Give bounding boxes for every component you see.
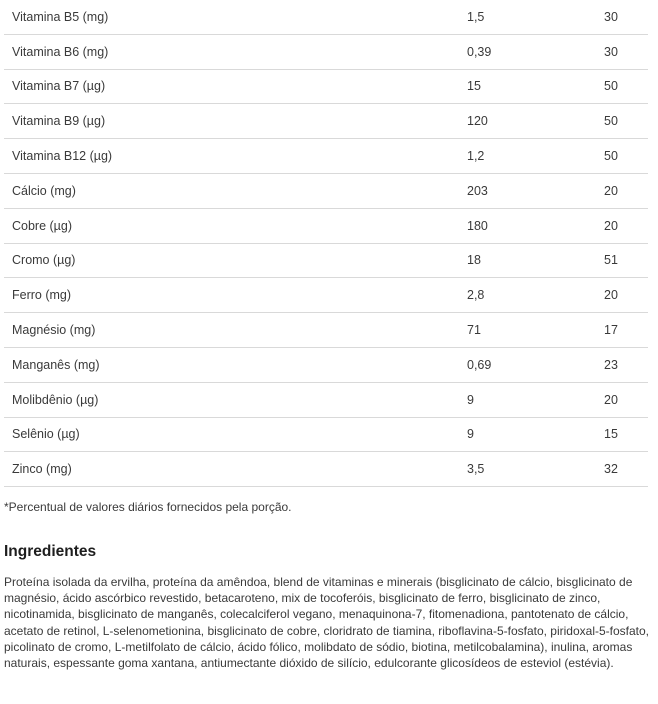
nutrient-amount: 9	[467, 427, 474, 442]
table-row	[4, 209, 648, 244]
table-row	[4, 244, 648, 279]
nutrient-name: Vitamina B9 (µg)	[12, 114, 106, 129]
nutrient-amount: 203	[467, 183, 488, 198]
table-row	[4, 278, 648, 313]
ingredients-text: Proteína isolada da ervilha, proteína da amêndoa, blend de vitaminas e minerais (bisglicinato de cálcio, bisglicinato de magnésio, ácido ascórbico revestido, betacaroteno, mix de tocoferóis, bisglicinato de ferro, bisglicinato de zinco, nicotinamida, bisglicinato de manganês, colecalciferol vegano, menaquinona-7, fitomenadiona, pantotenato de cálcio, acetato de retinol, L-selenometionina, bisglicinato de cobre, cloridrato de tiamina, riboflavina-5-fosfato, piridoxal-5-fosfato, picolinato de cromo, L-metilfolato de cálcio, ácido fólico, molibdato de sódio, biotina, metilcobalamina), inulina, aromas naturais, espessante goma xantana, antiumectante dióxido de silício, edulcorante glicosídeos de esteviol (estévia).	[4, 575, 650, 671]
nutrient-amount: 1,2	[467, 149, 485, 164]
nutrient-name: Vitamina B6 (mg)	[12, 44, 109, 59]
table-row	[4, 174, 648, 209]
table-row	[4, 0, 648, 35]
table-row	[4, 104, 648, 139]
nutrient-vd: 30	[604, 44, 618, 59]
nutrient-vd: 23	[604, 357, 618, 372]
nutrient-name: Molibdênio (µg)	[12, 392, 99, 407]
nutrient-vd: 51	[604, 253, 618, 268]
nutrient-name: Ferro (mg)	[12, 288, 72, 303]
table-row	[4, 383, 648, 418]
nutrient-amount: 18	[467, 253, 481, 268]
nutrient-amount: 15	[467, 79, 481, 94]
nutrient-vd: 15	[604, 427, 618, 442]
nutrient-amount: 120	[467, 114, 488, 129]
nutrient-vd: 50	[604, 149, 618, 164]
nutrient-amount: 1,5	[467, 9, 485, 24]
nutrient-vd: 20	[604, 183, 618, 198]
nutrient-vd: 20	[604, 288, 618, 303]
nutrient-name: Zinco (mg)	[12, 462, 72, 477]
table-row	[4, 313, 648, 348]
table-row	[4, 70, 648, 105]
ingredients-heading: Ingredientes	[4, 543, 97, 560]
nutrient-name: Cromo (µg)	[12, 253, 76, 268]
nutrient-vd: 50	[604, 114, 618, 129]
table-row	[4, 418, 648, 453]
nutrient-name: Cálcio (mg)	[12, 183, 76, 198]
nutrient-vd: 32	[604, 462, 618, 477]
nutrient-vd: 30	[604, 9, 618, 24]
nutrient-vd: 50	[604, 79, 618, 94]
nutrient-amount: 0,69	[467, 357, 492, 372]
table-footnote: *Percentual de valores diários fornecidos pela porção.	[4, 500, 292, 514]
nutrient-name: Magnésio (mg)	[12, 323, 96, 338]
nutrient-vd: 20	[604, 392, 618, 407]
nutrient-amount: 71	[467, 323, 481, 338]
table-row	[4, 35, 648, 70]
nutrient-name: Manganês (mg)	[12, 357, 100, 372]
nutrient-name: Selênio (µg)	[12, 427, 80, 442]
table-row	[4, 139, 648, 174]
nutrient-name: Cobre (µg)	[12, 218, 72, 233]
nutrient-amount: 3,5	[467, 462, 485, 477]
nutrition-table	[4, 0, 648, 487]
nutrient-amount: 0,39	[467, 44, 492, 59]
nutrient-name: Vitamina B5 (mg)	[12, 9, 109, 24]
nutrient-amount: 180	[467, 218, 488, 233]
nutrient-name: Vitamina B7 (µg)	[12, 79, 106, 94]
nutrient-name: Vitamina B12 (µg)	[12, 149, 113, 164]
nutrient-vd: 20	[604, 218, 618, 233]
nutrient-vd: 17	[604, 323, 618, 338]
table-row	[4, 348, 648, 383]
table-row	[4, 452, 648, 487]
nutrient-amount: 2,8	[467, 288, 485, 303]
nutrient-amount: 9	[467, 392, 474, 407]
